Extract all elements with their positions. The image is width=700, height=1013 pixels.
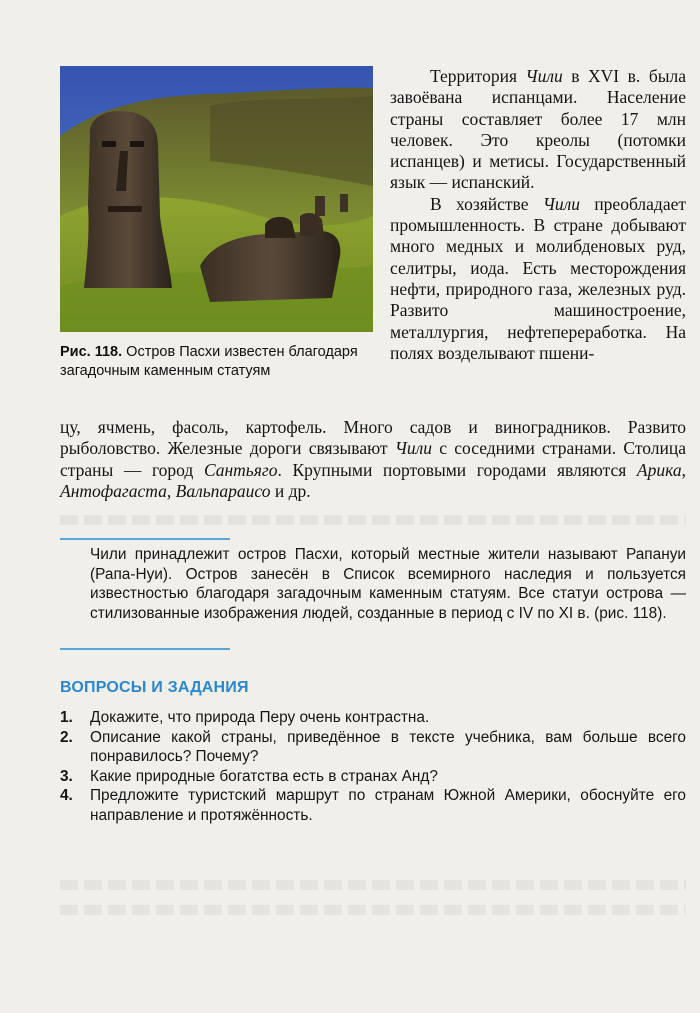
question-number: 3.	[60, 767, 73, 785]
text-run: Территория	[430, 66, 526, 86]
italic-term: Вальпараисо	[175, 480, 271, 501]
bleed-through-text-lower	[60, 880, 686, 890]
info-box-text: Чили принадлежит остров Пасхи, который местные жители называют Рапануи (Рапа-Нуи). Остров занесён в Список всемирного наследия и пользуется известностью благодаря загадочным каменным статуям. Все статуи острова — стилизованные изображения людей, созданные в период с IV по XI в. (рис. 118).	[90, 546, 686, 622]
italic-term: Чили	[394, 438, 433, 459]
text-run: преобладает промышленность. В стране добывают много медных и молибденовых руд, селитры, иода. Есть месторождения нефти, природного газа, железных руд. Развито машиностроение, металлургия, нефтепереработка. На полях возделывают пшени-	[390, 193, 686, 363]
text-run: ,	[681, 459, 686, 480]
question-text: Какие природные богатства есть в странах Анд?	[90, 767, 438, 785]
paragraph-economy-continued	[60, 417, 686, 502]
question-text: Докажите, что природа Перу очень контрастна.	[90, 709, 430, 726]
text-run: и др.	[270, 480, 311, 501]
question-text: Описание какой страны, приведённое в тексте учебника, вам больше всего понравилось? Почему?	[90, 728, 686, 766]
full-width-text	[60, 417, 686, 502]
question-number: 1.	[60, 709, 73, 726]
italic-term: Чили	[525, 66, 563, 86]
info-box-bottom-rule	[60, 648, 230, 650]
question-text: Предложите туристский маршрут по странам Южной Америки, обоснуйте его направление и протяжённость.	[90, 787, 686, 824]
question-item	[60, 728, 686, 767]
bleed-through-text	[60, 515, 686, 525]
italic-term: Сантьяго	[203, 459, 278, 480]
questions-list	[60, 708, 686, 826]
italic-term: Чили	[542, 193, 580, 214]
info-box-top-rule	[60, 538, 230, 540]
question-number: 4.	[60, 787, 73, 805]
paragraph-economy	[390, 194, 686, 364]
text-run: ,	[166, 480, 176, 501]
italic-term: Арика	[636, 459, 682, 480]
figure-caption-text: Остров Пасхи известен благодаря загадочным каменным статуям	[60, 344, 358, 379]
paragraph-population	[390, 66, 686, 194]
question-item	[60, 708, 686, 728]
easter-island-photo	[60, 66, 373, 332]
moai-statues-image	[60, 66, 373, 332]
figure-caption	[60, 343, 370, 381]
question-number: 2.	[60, 728, 73, 746]
text-run: в XVI в. была завоёвана испанцами. Население страны составляет более 17 млн человек. Это креолы (потомки испанцев) и метисы. Государственный язык — испанский.	[390, 66, 686, 193]
text-run: цу, ячмень, фасоль, картофель. Много садов и виноградников. Развито рыболовство. Железные дороги связывают	[60, 417, 686, 459]
figure-label: Рис. 118.	[60, 344, 123, 360]
italic-term: Антофагаста	[60, 480, 167, 501]
text-run: В хозяйстве	[430, 193, 543, 214]
text-run: с соседними странами. Столица страны — город	[60, 438, 687, 480]
questions-heading: ВОПРОСЫ И ЗАДАНИЯ	[60, 679, 249, 696]
question-item	[60, 767, 686, 787]
question-item	[60, 786, 686, 825]
info-box	[90, 545, 686, 623]
bleed-through-text-lower-2	[60, 905, 686, 915]
text-run: . Крупными портовыми городами являются	[277, 459, 637, 480]
right-text-column	[390, 66, 686, 364]
